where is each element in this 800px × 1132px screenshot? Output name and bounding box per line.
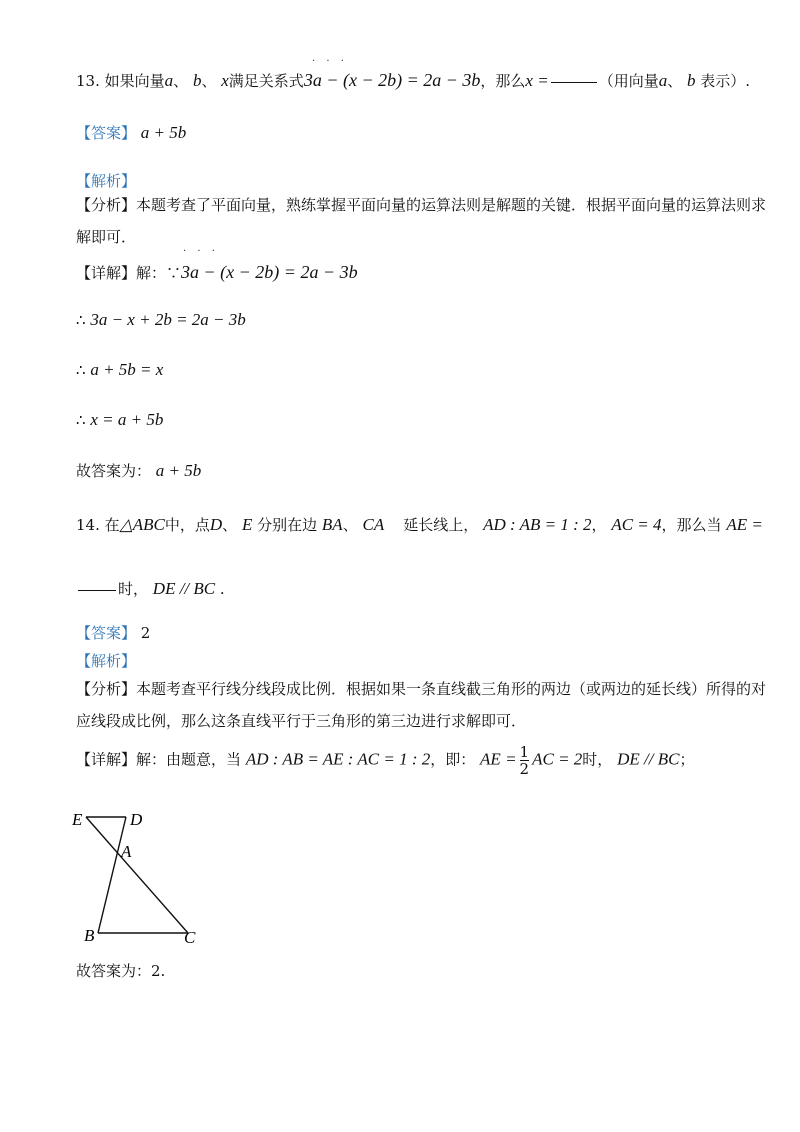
segment-ec xyxy=(86,817,188,933)
a13-detail-line xyxy=(76,262,358,283)
q13-tail-end: 表示）. xyxy=(700,72,751,90)
a13-detail-lead: 解：∵ xyxy=(136,264,182,282)
q13-tail-b: b xyxy=(687,71,696,90)
q14-line2 xyxy=(76,578,225,599)
a13-detail-tag: 【详解】 xyxy=(76,264,137,282)
q13-vec-a: a xyxy=(164,71,174,90)
label-e: E xyxy=(72,810,83,829)
q13-lead: 如果向量 xyxy=(104,72,165,90)
a13-answer: a + 5b xyxy=(140,123,187,142)
a14-detail-tag: 【详解】 xyxy=(76,750,137,769)
therefore-symbol: ∴ xyxy=(76,311,86,329)
a14-fenxi-tag: 【分析】 xyxy=(76,680,137,698)
q14-ae: AE = xyxy=(726,515,763,534)
q14-parallel: DE // BC xyxy=(152,579,216,598)
q14-when: 时， xyxy=(118,580,149,598)
q13-number: 13. xyxy=(76,72,100,90)
q13-sep2: 、 xyxy=(201,72,217,90)
q13-tail-a: a xyxy=(658,71,668,90)
a13-step3-eq: x = a + 5b xyxy=(90,410,164,429)
a13-step1 xyxy=(76,310,246,330)
a14-detail-when: 时， xyxy=(582,750,613,769)
q13-equation: 3a − (x − 2b) = 2a − 3b xyxy=(303,70,481,90)
q14-ac: AC = 4 xyxy=(611,515,662,534)
q14-end: . xyxy=(219,580,225,598)
q14-text3: 延长线上， xyxy=(403,516,479,534)
a14-detail-ratio: AD : AB = AE : AC = 1 : 2 xyxy=(245,749,431,769)
a14-detail-parallel: DE // BC xyxy=(617,749,680,769)
q14-point-d: D xyxy=(209,515,223,534)
a14-final xyxy=(76,960,165,981)
a13-step2 xyxy=(76,360,163,380)
q13-line xyxy=(76,70,750,91)
a14-final-label: 故答案为： xyxy=(76,962,152,980)
q14-text4: ，那么当 xyxy=(661,516,722,534)
a13-answer-line xyxy=(76,122,186,143)
a14-answer: 2 xyxy=(140,624,151,642)
a13-final-label: 故答案为： xyxy=(76,462,152,480)
therefore-symbol: ∴ xyxy=(76,361,86,379)
triangle-figure xyxy=(70,805,220,950)
a13-final-value: a + 5b xyxy=(155,461,202,480)
q14-text2: 分别在边 xyxy=(257,516,318,534)
q14-comma: ， xyxy=(591,516,607,534)
q13-then: ，那么 xyxy=(480,72,526,90)
q14-lead: 在 xyxy=(104,516,120,534)
a14-detail-lead: 解：由题意，当 xyxy=(136,750,242,769)
a13-step1-eq: 3a − x + 2b = 2a − 3b xyxy=(90,310,246,329)
label-c: C xyxy=(184,928,196,947)
q13-vec-x: x xyxy=(221,71,229,90)
vector-arrow-marks: · · · xyxy=(312,56,348,67)
a14-ae-rhs: AC = 2 xyxy=(532,749,583,769)
a14-detail-mid: ，即： xyxy=(430,750,476,769)
q14-sep2: 、 xyxy=(342,516,358,534)
q14-number: 14. xyxy=(76,516,100,534)
a14-answer-tag: 【答案】 xyxy=(76,624,137,642)
a14-detail-end: ； xyxy=(679,750,695,769)
q14-ba: BA xyxy=(321,515,343,534)
a13-answer-tag: 【答案】 xyxy=(76,124,137,142)
a14-analysis-tag: 【解析】 xyxy=(76,652,137,670)
q14-blank xyxy=(78,589,116,591)
label-b: B xyxy=(84,926,95,945)
a13-fenxi-line2: 解即可． xyxy=(76,228,137,246)
a14-answer-line xyxy=(76,622,150,643)
q13-sep1: 、 xyxy=(173,72,189,90)
q13-blank xyxy=(551,81,597,83)
a14-final-value: 2. xyxy=(151,962,166,980)
q13-tail: （用向量 xyxy=(598,72,659,90)
a13-fenxi-tag: 【分析】 xyxy=(76,196,137,214)
a14-ae-lhs: AE = xyxy=(480,749,517,769)
q13-vec-b: b xyxy=(192,71,202,90)
one-half-fraction xyxy=(520,744,530,777)
a14-fenxi-text1: 本题考查平行线分线段成比例．根据如果一条直线截三角形的两边（或两边的延长线）所得的对 xyxy=(136,680,767,698)
label-d: D xyxy=(130,810,143,829)
fraction-numerator: 1 xyxy=(519,743,530,761)
q14-triangle: △ABC xyxy=(119,515,165,534)
q14-point-e: E xyxy=(241,515,253,534)
q13-relation-text: 满足关系式 xyxy=(228,72,304,90)
a14-detail-line xyxy=(76,744,694,777)
q13-tail-sep: 、 xyxy=(667,72,683,90)
label-a: A xyxy=(121,842,132,861)
q14-ca: CA xyxy=(362,515,385,534)
a13-fenxi-text1: 本题考查了平面向量，熟练掌握平面向量的运算法则是解题的关键．根据平面向量的运算法则求 xyxy=(136,196,767,214)
fraction-denominator: 2 xyxy=(519,760,530,778)
a13-final xyxy=(76,460,201,481)
a13-step3 xyxy=(76,410,163,430)
vector-arrow-marks-2: · · · xyxy=(183,246,219,257)
q14-ratio: AD : AB = 1 : 2 xyxy=(483,515,592,534)
q13-x-eq: x = xyxy=(525,71,549,90)
a13-step2-eq: a + 5b = x xyxy=(90,360,164,379)
a14-fenxi-line1 xyxy=(76,678,766,699)
a13-detail-eq: 3a − (x − 2b) = 2a − 3b xyxy=(181,262,358,282)
q14-line1 xyxy=(76,514,763,535)
a13-fenxi-line1 xyxy=(76,194,766,215)
therefore-symbol: ∴ xyxy=(76,411,86,429)
q14-sep: 、 xyxy=(222,516,238,534)
a14-fenxi-line2: 应线段成比例，那么这条直线平行于三角形的第三边进行求解即可． xyxy=(76,712,527,730)
a13-analysis-tag: 【解析】 xyxy=(76,172,137,190)
q14-text1: 中，点 xyxy=(164,516,210,534)
